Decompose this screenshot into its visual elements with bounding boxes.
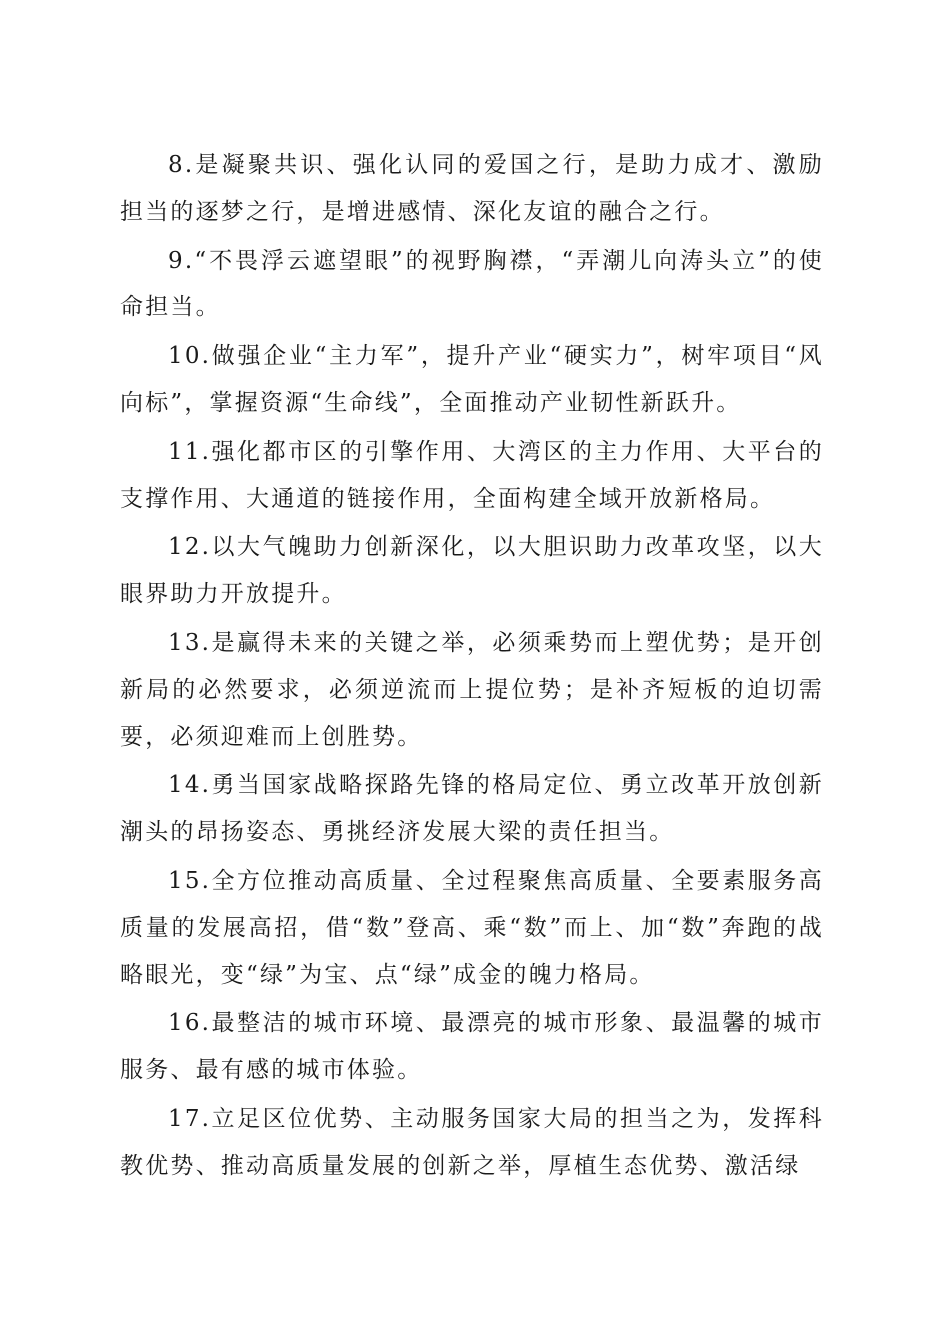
paragraph-17: 17.立足区位优势、主动服务国家大局的担当之为，发挥科教优势、推动高质量发展的创新之举，厚植生态优势、激活绿 [120, 1105, 824, 1179]
paragraph-11: 11.强化都市区的引擎作用、大湾区的主力作用、大平台的支撑作用、大通道的链接作用，全面构建全域开放新格局。 [120, 438, 824, 512]
paragraph-10: 10.做强企业“主力军”，提升产业“硬实力”，树牢项目“风向标”，掌握资源“生命线”，全面推动产业韧性新跃升。 [120, 343, 824, 416]
paragraph-12: 12.以大气魄助力创新深化，以大胆识助力改革攻坚，以大眼界助力开放提升。 [120, 534, 824, 608]
paragraph-14: 14.勇当国家战略探路先锋的格局定位、勇立改革开放创新潮头的昂扬姿态、勇挑经济发展大梁的责任担当。 [120, 772, 824, 846]
paragraph-8: 8.是凝聚共识、强化认同的爱国之行，是助力成才、激励担当的逐梦之行，是增进感情、深化友谊的融合之行。 [120, 152, 824, 225]
paragraph-16: 16.最整洁的城市环境、最漂亮的城市形象、最温馨的城市服务、最有感的城市体验。 [120, 1010, 824, 1084]
paragraph-13: 13.是赢得未来的关键之举，必须乘势而上塑优势；是开创新局的必然要求，必须逆流而上提位势；是补齐短板的迫切需要，必须迎难而上创胜势。 [120, 629, 824, 750]
paragraph-9: 9.“不畏浮云遮望眼”的视野胸襟，“弄潮儿向涛头立”的使命担当。 [120, 247, 824, 321]
document-body [120, 142, 824, 1192]
paragraph-15: 15.全方位推动高质量、全过程聚焦高质量、全要素服务高质量的发展高招，借“数”登高、乘“数”而上、加“数”奔跑的战略眼光，变“绿”为宝、点“绿”成金的魄力格局。 [120, 867, 824, 988]
